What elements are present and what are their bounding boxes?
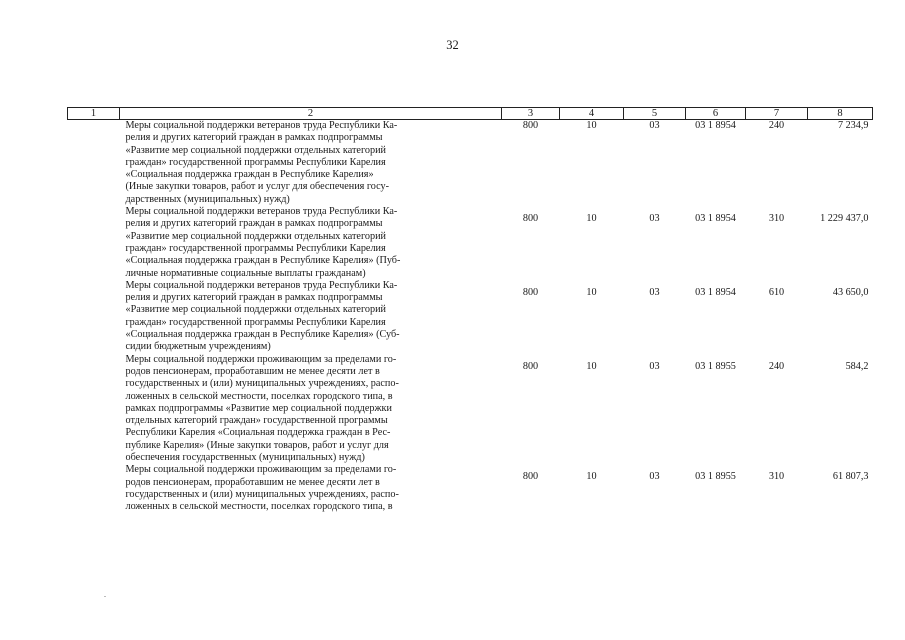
- cell-col1: [68, 464, 120, 513]
- cell-ministry-code: 800: [522, 213, 539, 225]
- budget-table: [67, 107, 873, 514]
- cell-target-article: 03 1 8954: [695, 213, 736, 225]
- cell-target-article: 03 1 8954: [695, 120, 736, 131]
- cell-ministry-code: 800: [522, 286, 539, 298]
- cell-subsection: 03: [649, 286, 660, 298]
- cell-target-article: 03 1 8954: [695, 286, 736, 298]
- cell-section: 10: [586, 286, 597, 298]
- col-header-6: 6: [686, 108, 746, 120]
- cell-section: 10: [586, 213, 597, 225]
- table-row: [68, 464, 873, 513]
- scan-speck: [104, 596, 106, 597]
- cell-expense-type: 310: [768, 213, 785, 225]
- cell-subsection: 03: [649, 120, 660, 131]
- col-header-5: 5: [624, 108, 686, 120]
- cell-ministry-code: 800: [522, 360, 539, 372]
- col-header-7: 7: [746, 108, 808, 120]
- cell-col1: [68, 120, 120, 207]
- cell-expense-type: 610: [768, 286, 785, 298]
- cell-ministry-code: 800: [522, 471, 539, 483]
- cell-target-article: 03 1 8955: [695, 471, 736, 483]
- cell-expense-type: 310: [768, 471, 785, 483]
- col-header-3: 3: [502, 108, 560, 120]
- page-number: 32: [446, 38, 459, 52]
- cell-ministry-code: 800: [522, 120, 539, 131]
- row-description: Меры социальной поддержки ветеранов труда Республики Ка- релия и других категорий граждан в рамках подпрограммы «Развитие мер социальной поддержки отдельных категорий граждан» государственной программы Республики Карелия «Социальная поддержка граждан в Республике Карелия» (Суб- сидии бюджетным учреждениям): [125, 279, 400, 353]
- cell-subsection: 03: [649, 213, 660, 225]
- header-row: [68, 108, 873, 120]
- col-header-8: 8: [808, 108, 873, 120]
- table-row: [68, 120, 873, 207]
- row-description: Меры социальной поддержки ветеранов труда Республики Ка- релия и других категорий граждан в рамках подпрограммы «Развитие мер социальной поддержки отдельных категорий граждан» государственной программы Республики Карелия «Социальная поддержка граждан в Республике Карелия» (Пуб- личные нормативные социальные выплаты гражданам): [125, 206, 401, 279]
- cell-col1: [68, 280, 120, 354]
- cell-amount: 584,2: [845, 360, 869, 372]
- col-header-2: 2: [120, 108, 502, 120]
- cell-section: 10: [586, 360, 597, 372]
- row-description: Меры социальной поддержки ветеранов труда Республики Ка- релия и других категорий граждан в рамках подпрограммы «Развитие мер социальной поддержки отдельных категорий граждан» государственной программы Республики Карелия «Социальная поддержка граждан в Республике Карелия» (Иные закупки товаров, работ и услуг для обеспечения госу- дарственных (муниципальных) нужд): [125, 120, 398, 205]
- table-row: [68, 280, 873, 354]
- budget-table-container: [67, 107, 872, 514]
- cell-amount: 7 234,9: [837, 120, 869, 131]
- cell-target-article: 03 1 8955: [695, 360, 736, 372]
- table-row: [68, 354, 873, 465]
- cell-col1: [68, 206, 120, 280]
- cell-section: 10: [586, 471, 597, 483]
- col-header-4: 4: [560, 108, 624, 120]
- cell-amount: 61 807,3: [832, 471, 869, 483]
- cell-subsection: 03: [649, 471, 660, 483]
- cell-amount: 1 229 437,0: [820, 213, 869, 225]
- row-description: Меры социальной поддержки проживающим за пределами го- родов пенсионерам, проработавшим не менее десяти лет в государственных и (или) муниципальных учреждениях, распо- ложенных в сельской местности, поселках городского типа, в: [125, 464, 399, 513]
- cell-col1: [68, 354, 120, 465]
- cell-section: 10: [586, 120, 597, 131]
- cell-subsection: 03: [649, 360, 660, 372]
- cell-expense-type: 240: [768, 120, 785, 131]
- cell-amount: 43 650,0: [832, 286, 869, 298]
- cell-expense-type: 240: [768, 360, 785, 372]
- table-row: [68, 206, 873, 280]
- col-header-1: 1: [68, 108, 120, 120]
- row-description: Меры социальной поддержки проживающим за пределами го- родов пенсионерам, проработавшим не менее десяти лет в государственных и (или) муниципальных учреждениях, распо- ложенных в сельской местности, поселках городского типа, в рамках подпрограммы «Развитие мер социальной поддержки отдельных категорий граждан» государственной программы Республики Карелия «Социальная поддержка граждан в Рес- публике Карелия» (Иные закупки товаров, работ и услуг для обеспечения государственных (муниципальных) нужд): [125, 353, 399, 464]
